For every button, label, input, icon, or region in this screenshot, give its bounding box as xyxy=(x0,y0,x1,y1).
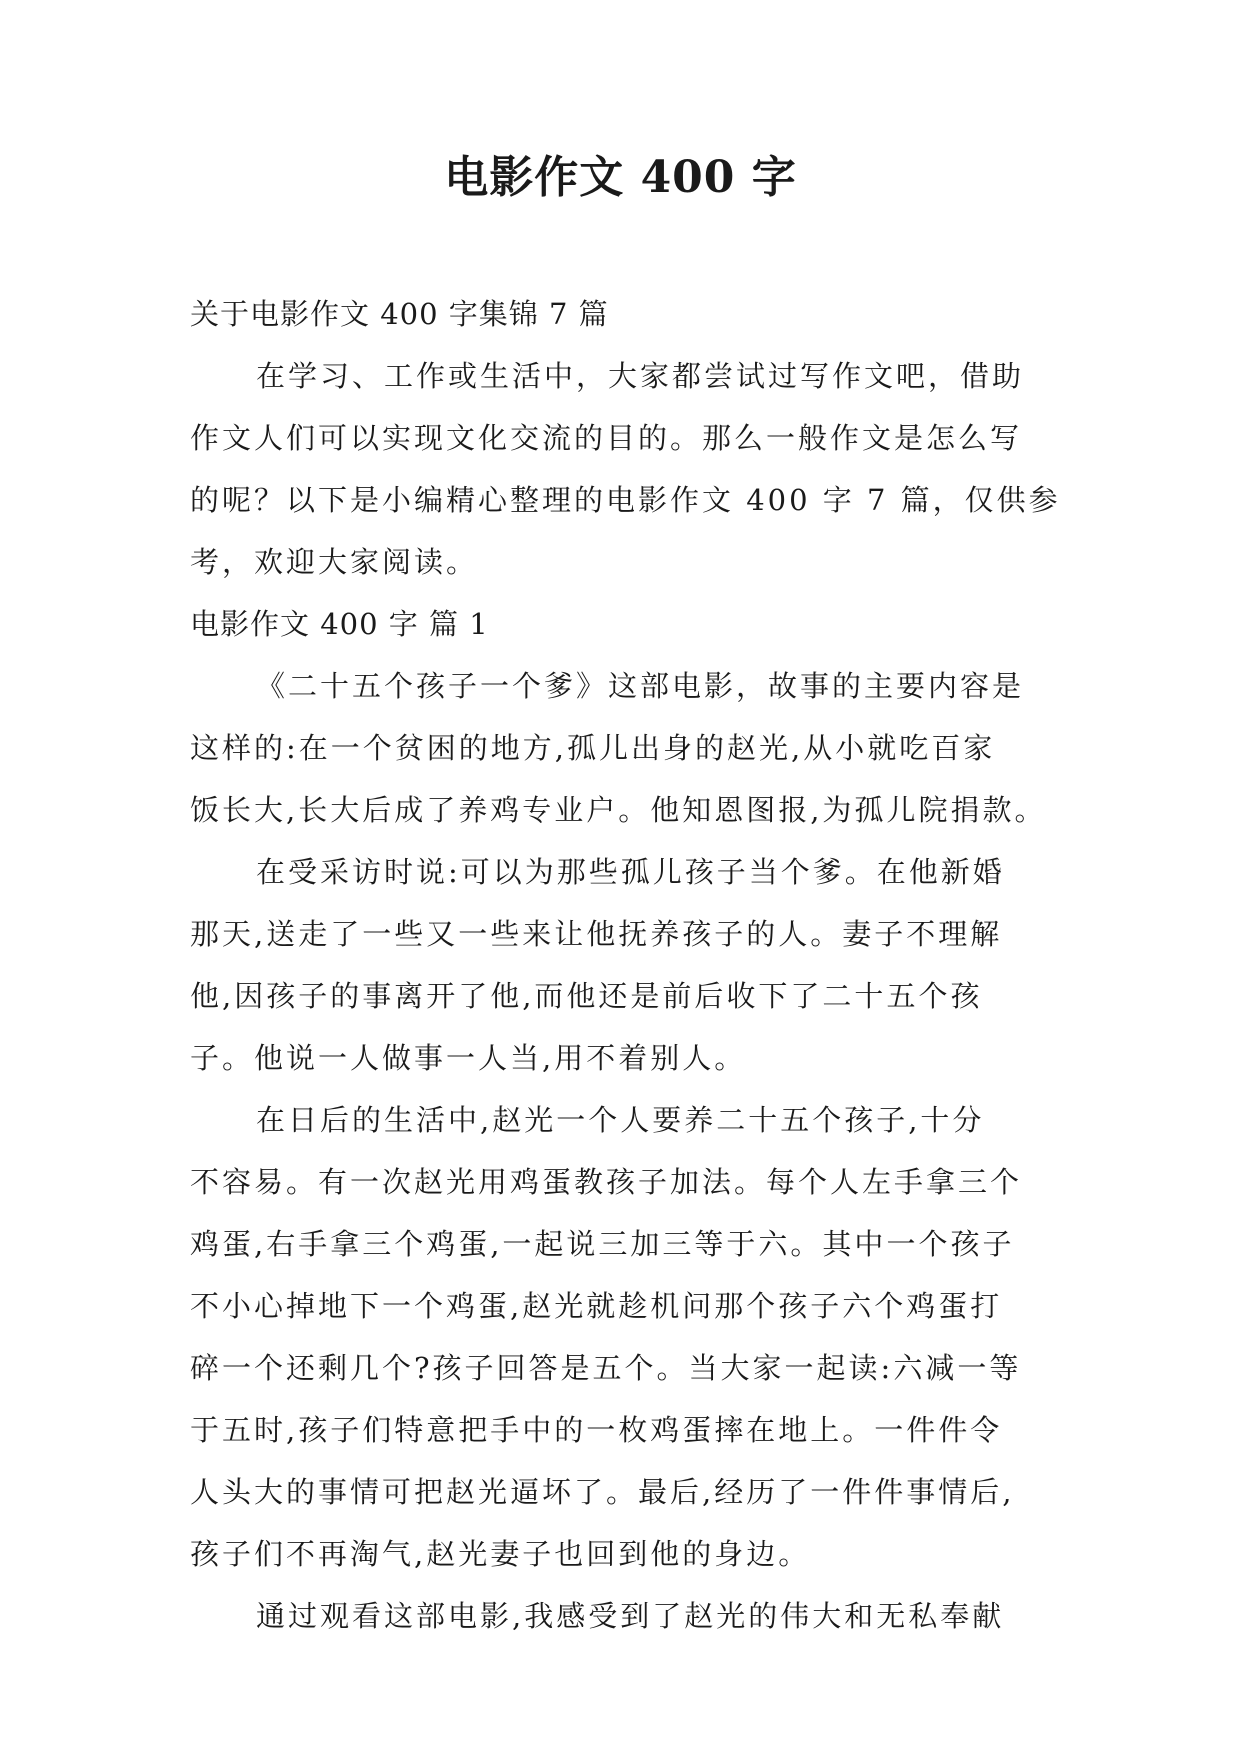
paragraph-line: 不容易。有一次赵光用鸡蛋教孩子加法。每个人左手拿三个 xyxy=(190,1165,1023,1199)
paragraph-line: 不小心掉地下一个鸡蛋,赵光就趁机问那个孩子六个鸡蛋打 xyxy=(190,1289,1003,1323)
document-body xyxy=(190,283,1061,1647)
paragraph-line: 在受采访时说:可以为那些孤儿孩子当个爹。在他新婚 xyxy=(256,855,1005,889)
paragraph-line: 《二十五个孩子一个爹》这部电影，故事的主要内容是 xyxy=(256,669,1025,703)
collection-subtitle: 关于电影作文 400 字集锦 7 篇 xyxy=(190,297,609,331)
intro-line: 在学习、工作或生活中，大家都尝试过写作文吧，借助 xyxy=(256,359,1025,393)
paragraph-line: 于五时,孩子们特意把手中的一枚鸡蛋摔在地上。一件件令 xyxy=(190,1413,1003,1447)
paragraph-line: 饭长大,长大后成了养鸡专业户。他知恩图报,为孤儿院捐款。 xyxy=(190,793,1047,827)
paragraph-3 xyxy=(190,1089,1050,1585)
section-heading: 电影作文 400 字 篇 1 xyxy=(190,607,489,641)
paragraph-line: 子。他说一人做事一人当,用不着别人。 xyxy=(190,1041,747,1075)
paragraph-line: 人头大的事情可把赵光逼坏了。最后,经历了一件件事情后, xyxy=(190,1475,1015,1509)
document-title: 电影作文 400 字 xyxy=(444,152,797,203)
intro-paragraph xyxy=(190,345,1061,593)
paragraph-4 xyxy=(190,1585,1050,1647)
paragraph-line: 碎一个还剩几个?孩子回答是五个。当大家一起读:六减一等 xyxy=(190,1351,1022,1385)
intro-line: 考，欢迎大家阅读。 xyxy=(190,545,479,579)
paragraph-line: 在日后的生活中,赵光一个人要养二十五个孩子,十分 xyxy=(256,1103,985,1137)
paragraph-2 xyxy=(190,841,1050,1089)
paragraph-line: 这样的:在一个贫困的地方,孤儿出身的赵光,从小就吃百家 xyxy=(190,731,996,765)
paragraph-line: 那天,送走了一些又一些来让他抚养孩子的人。妻子不理解 xyxy=(190,917,1003,951)
paragraph-line: 他,因孩子的事离开了他,而他还是前后收下了二十五个孩 xyxy=(190,979,983,1013)
paragraph-line: 孩子们不再淘气,赵光妻子也回到他的身边。 xyxy=(190,1537,811,1571)
paragraph-1 xyxy=(190,655,1050,841)
intro-line: 作文人们可以实现文化交流的目的。那么一般作文是怎么写 xyxy=(190,421,1023,455)
paragraph-line: 通过观看这部电影,我感受到了赵光的伟大和无私奉献 xyxy=(256,1599,1005,1633)
intro-line: 的呢？以下是小编精心整理的电影作文 400 字 7 篇，仅供参 xyxy=(190,483,1061,517)
paragraph-line: 鸡蛋,右手拿三个鸡蛋,一起说三加三等于六。其中一个孩子 xyxy=(190,1227,1015,1261)
